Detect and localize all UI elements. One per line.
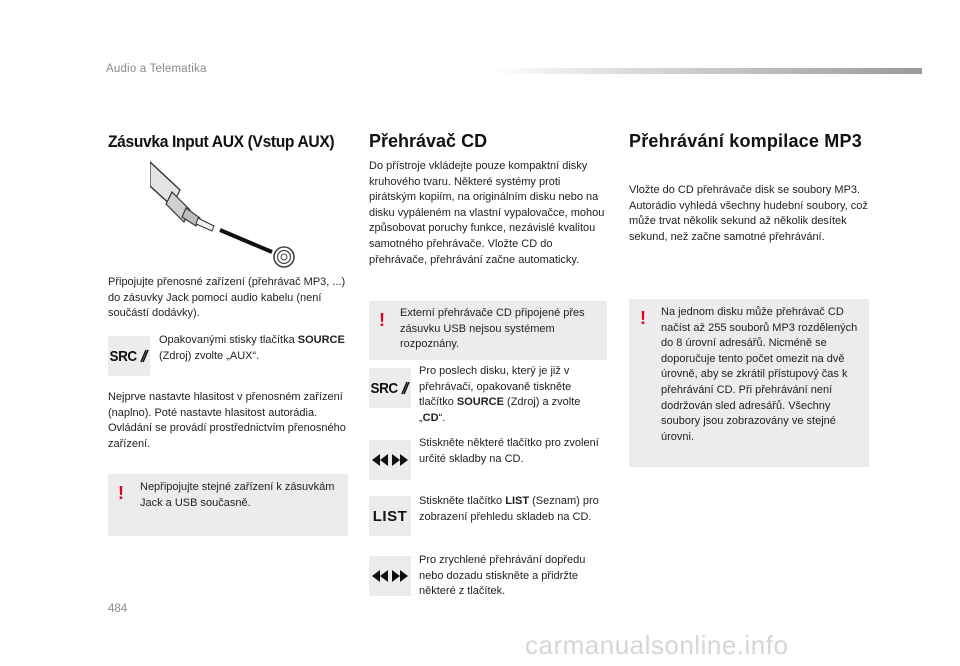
warning-icon: ! (118, 483, 124, 503)
mp3-title: Přehrávání kompilace MP3 (629, 131, 862, 151)
cd-step-track: Stiskněte některé tlačítko pro zvolení určité skladby na CD. (419, 437, 599, 465)
rewind-forward-icon (371, 453, 409, 467)
cd-intro: Do přístroje vkládejte pouze kompaktní disky kruhového tvaru. Některé systémy proti pirátským kopiím, na originálním disku nebo na disku vypáleném na vlastní vypalovačce, mohou způsobovat poruchy funkce, nezávislé kvalitou samotného přehrávače. Vložte CD do přehrávače, přehrávání začne automaticky. (369, 160, 605, 266)
aux-title: Zásuvka Input AUX (Vstup AUX) (108, 132, 335, 151)
cd-step-seek: Pro zrychlené přehrávání dopředu nebo dozadu stiskněte a přidržte některé z tlačítek. (419, 554, 586, 598)
src-button-icon (369, 368, 411, 408)
aux-warning-text: Nepřipojujte stejné zařízení k zásuvkám Jack a USB současně. (140, 481, 335, 509)
mp3-warning-box (629, 299, 869, 467)
jack-plug-illustration (150, 160, 300, 272)
src-icon-label: SRC (370, 379, 399, 397)
mp3-warning-text: Na jednom disku může přehrávač CD načíst až 255 souborů MP3 rozdělených do 8 úrovní adresářů. Nicméně se doporučuje tento počet omezit na dvě úrovně, aby se zkrátil přístupový čas k přehrávání CD. Při přehrávání není dodržován sled adresářů. Všechny soubory jsou zobrazovány ve stejné úrovni. (661, 306, 858, 443)
seek-buttons-icon (369, 556, 411, 596)
src-button-icon (108, 336, 150, 376)
warning-icon: ! (379, 310, 385, 330)
watermark: carmanualsonline.info (525, 630, 789, 660)
warning-icon: ! (640, 308, 646, 328)
cd-warning-box (369, 301, 607, 360)
list-button-icon (369, 496, 411, 536)
mp3-intro: Vložte do CD přehrávače disk se soubory MP3. Autorádio vyhledá všechny hudební soubory, což může trvat několik sekund až několik desítek sekund, než začne samotné přehrávání. (629, 184, 868, 243)
header-bar (490, 68, 922, 74)
rewind-forward-icon (371, 569, 409, 583)
aux-volume-text: Nejprve nastavte hlasitost v přenosném zařízení (naplno). Poté nastavte hlasitost autorádia. Ovládání se provádí prostřednictvím přenosného zařízení. (108, 391, 346, 450)
page-number: 484 (108, 603, 128, 615)
cd-step-source: Pro poslech disku, který je již v přehrávači, opakovaně tiskněte tlačítko SOURCE (Zdroj) a zvolte „CD“. (419, 365, 581, 424)
aux-step: Opakovanými stisky tlačítka SOURCE (Zdroj) zvolte „AUX“. (159, 334, 345, 362)
cd-title: Přehrávač CD (369, 131, 488, 151)
section-header: Audio a Telematika (106, 63, 207, 75)
cd-step-list: Stiskněte tlačítko LIST (Seznam) pro zobrazení přehledu skladeb na CD. (419, 495, 599, 523)
list-icon-label: LIST (372, 507, 408, 525)
seek-buttons-icon (369, 440, 411, 480)
src-slash-icon (140, 349, 150, 363)
src-slash-icon (401, 381, 411, 395)
cd-warning-text: Externí přehrávače CD připojené přes zásuvku USB nejsou systémem rozpoznány. (400, 307, 585, 351)
aux-intro: Připojujte přenosné zařízení (přehrávač MP3, ...) do zásuvky Jack pomocí audio kabelu (není součástí dodávky). (108, 276, 346, 320)
src-icon-label: SRC (109, 347, 138, 365)
aux-warning-box (108, 474, 348, 536)
